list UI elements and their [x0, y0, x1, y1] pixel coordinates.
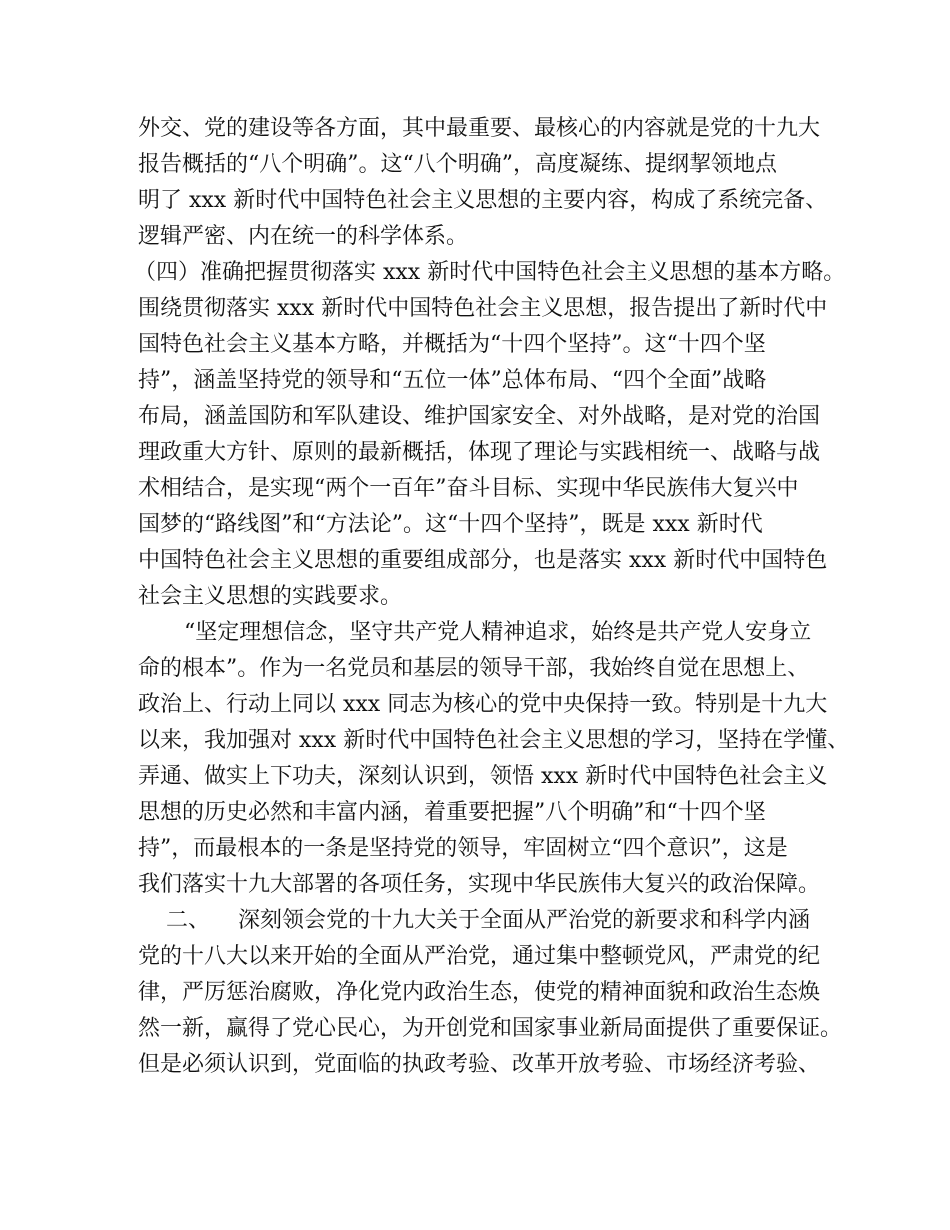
text-line: 围绕贯彻落实 xxx 新时代中国特色社会主义思想，报告提出了新时代中 [138, 296, 828, 321]
text-line: “坚定理想信念，坚守共产党人精神追求，始终是共产党人安身立 [184, 620, 812, 645]
text-line: 弄通、做实上下功夫，深刻认识到，领悟 xxx 新时代中国特色社会主义 [138, 764, 828, 789]
text-line: 持”，涵盖坚持党的领导和“五位一体”总体布局、“四个全面”战略 [138, 368, 767, 393]
text-line: 术相结合，是实现“两个一百年”奋斗目标、实现中华民族伟大复兴中 [138, 476, 799, 501]
text-line: 命的根本”。作为一名党员和基层的领导干部，我始终自觉在思想上、 [138, 656, 810, 681]
section-heading: （四）准确把握贯彻落实 xxx 新时代中国特色社会主义思想的基本方略。 [134, 260, 846, 285]
text-line: 理政重大方针、原则的最新概括，体现了理论与实践相统一、战略与战 [138, 440, 821, 465]
text-line: 持”，而最根本的一条是坚持党的领导，牢固树立“四个意识”，这是 [138, 836, 788, 861]
text-line: 然一新，赢得了党心民心，为开创党和国家事业新局面提供了重要保证。 [138, 1016, 843, 1041]
text-line: 思想的历史必然和丰富内涵，着重要把握”八个明确”和“十四个坚 [138, 800, 766, 825]
text-line: 但是必须认识到，党面临的执政考验、改革开放考验、市场经济考验、 [138, 1052, 821, 1077]
section-number: 二、 [166, 908, 211, 933]
text-line: 国梦的“路线图”和“方法论”。这“十四个坚持”，既是 xxx 新时代 [138, 512, 763, 537]
text-line: 外交、党的建设等各方面，其中最重要、最核心的内容就是党的十九大 [138, 116, 821, 141]
text-line: 政治上、行动上同以 xxx 同志为核心的党中央保持一致。特别是十九大 [138, 692, 828, 717]
text-line: 逻辑严密、内在统一的科学体系。 [138, 224, 469, 249]
text-line: 明了 xxx 新时代中国特色社会主义思想的主要内容，构成了系统完备、 [138, 188, 828, 213]
text-line: 布局，涵盖国防和军队建设、维护国家安全、对外战略，是对党的治国 [138, 404, 821, 429]
text-line: 国特色社会主义基本方略，并概括为“十四个坚持”。这“十四个坚 [138, 332, 766, 357]
text-line: 党的十八大以来开始的全面从严治党，通过集中整顿党风，严肃党的纪 [138, 944, 821, 969]
text-line: 报告概括的“八个明确”。这“八个明确”，高度凝练、提纲挈领地点 [138, 152, 777, 177]
text-line: 社会主义思想的实践要求。 [138, 584, 403, 609]
section-heading: 深刻领会党的十九大关于全面从严治党的新要求和科学内涵 [238, 908, 811, 933]
text-line: 律，严厉惩治腐败，净化党内政治生态，使党的精神面貌和政治生态焕 [138, 980, 821, 1005]
text-line: 中国特色社会主义思想的重要组成部分，也是落实 xxx 新时代中国特色 [138, 548, 828, 573]
text-line: 我们落实十九大部署的各项任务，实现中华民族伟大复兴的政治保障。 [138, 872, 821, 897]
text-line: 以来，我加强对 xxx 新时代中国特色社会主义思想的学习，坚持在学懂、 [138, 728, 850, 753]
